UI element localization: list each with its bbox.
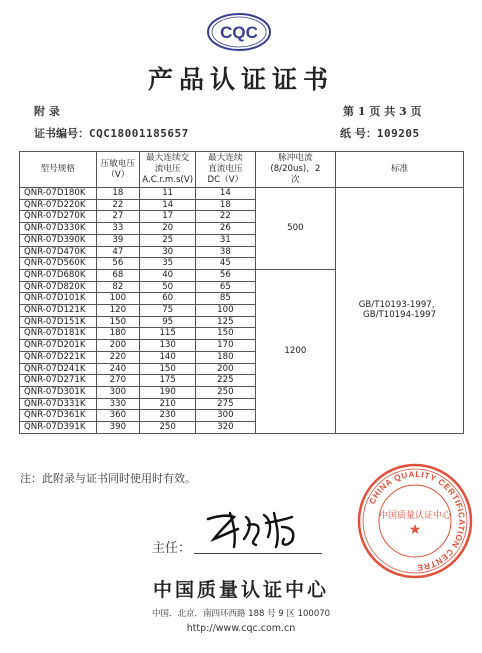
cell-dc-voltage: 56 bbox=[196, 269, 256, 281]
cell-model: QNR-07D390K bbox=[20, 234, 97, 246]
signature-label: 主任： bbox=[152, 541, 192, 556]
cell-varistor-voltage: 120 bbox=[96, 305, 140, 317]
certificate-title: 产品认证证书 bbox=[147, 65, 334, 94]
cell-ac-voltage: 190 bbox=[140, 386, 196, 398]
signature-line bbox=[194, 553, 322, 554]
cell-varistor-voltage: 360 bbox=[96, 410, 140, 422]
cell-varistor-voltage: 180 bbox=[96, 328, 140, 340]
cell-dc-voltage: 170 bbox=[196, 340, 256, 352]
cell-ac-voltage: 230 bbox=[140, 410, 196, 422]
cell-standard bbox=[336, 188, 464, 434]
cell-ac-voltage: 11 bbox=[140, 188, 196, 200]
cell-model: QNR-07D820K bbox=[20, 281, 97, 293]
cell-ac-voltage: 40 bbox=[140, 269, 196, 281]
cell-ac-voltage: 175 bbox=[140, 375, 196, 387]
logo-text: CQC bbox=[220, 23, 258, 42]
cell-ac-voltage: 17 bbox=[140, 211, 196, 223]
annex-table bbox=[19, 151, 464, 434]
cell-ac-voltage: 150 bbox=[140, 363, 196, 375]
cell-dc-voltage: 300 bbox=[196, 410, 256, 422]
cell-model: QNR-07D181K bbox=[20, 328, 97, 340]
cell-pulse-current: 500 bbox=[255, 188, 336, 270]
cell-model: QNR-07D241K bbox=[20, 363, 97, 375]
cell-varistor-voltage: 270 bbox=[96, 375, 140, 387]
cell-dc-voltage: 225 bbox=[196, 375, 256, 387]
cell-model: QNR-07D270K bbox=[20, 211, 97, 223]
cell-ac-voltage: 210 bbox=[140, 398, 196, 410]
paper-number-value: 109205 bbox=[376, 127, 420, 140]
cell-dc-voltage: 275 bbox=[196, 398, 256, 410]
cell-dc-voltage: 125 bbox=[196, 316, 256, 328]
cell-dc-voltage: 14 bbox=[196, 188, 256, 200]
cell-model: QNR-07D361K bbox=[20, 410, 97, 422]
cell-dc-voltage: 180 bbox=[196, 351, 256, 363]
cell-varistor-voltage: 39 bbox=[96, 234, 140, 246]
cell-model: QNR-07D301K bbox=[20, 386, 97, 398]
cell-ac-voltage: 75 bbox=[140, 305, 196, 317]
cert-number-value: CQC18001185657 bbox=[89, 127, 189, 140]
cell-ac-voltage: 50 bbox=[140, 281, 196, 293]
cell-varistor-voltage: 68 bbox=[96, 269, 140, 281]
paper-number-label: 纸 号： bbox=[340, 127, 377, 140]
organization-name: 中国质量认证中心 bbox=[152, 579, 329, 601]
cell-varistor-voltage: 47 bbox=[96, 246, 140, 258]
standard-line: GB/T10193-1997， bbox=[358, 299, 441, 310]
cell-model: QNR-07D201K bbox=[20, 340, 97, 352]
cell-ac-voltage: 35 bbox=[140, 258, 196, 270]
cell-model: QNR-07D680K bbox=[20, 269, 97, 281]
cell-dc-voltage: 22 bbox=[196, 211, 256, 223]
seal-inner-text: 中国质量认证中心 bbox=[378, 511, 452, 521]
page-info: 第 1 页 共 3 页 bbox=[343, 105, 422, 118]
cell-varistor-voltage: 100 bbox=[96, 293, 140, 305]
cell-dc-voltage: 100 bbox=[196, 305, 256, 317]
organization-address: 中国．北京．南四环西路 188 号 9 区 100070 bbox=[151, 609, 331, 619]
cell-varistor-voltage: 330 bbox=[96, 398, 140, 410]
cell-model: QNR-07D180K bbox=[20, 188, 97, 200]
cell-dc-voltage: 18 bbox=[196, 199, 256, 211]
seal-ring-text: CHINA QUALITY CERTIFICATION CENTRE bbox=[366, 468, 468, 574]
cell-varistor-voltage: 33 bbox=[96, 223, 140, 235]
table-header-row bbox=[20, 152, 464, 188]
cell-varistor-voltage: 82 bbox=[96, 281, 140, 293]
cell-dc-voltage: 65 bbox=[196, 281, 256, 293]
cell-dc-voltage: 320 bbox=[196, 422, 256, 434]
cell-varistor-voltage: 200 bbox=[96, 340, 140, 352]
cell-dc-voltage: 45 bbox=[196, 258, 256, 270]
cell-dc-voltage: 26 bbox=[196, 223, 256, 235]
col-pulse-current: 脉冲电流 (8/20us)，2 次 bbox=[255, 152, 336, 188]
cell-dc-voltage: 38 bbox=[196, 246, 256, 258]
cell-ac-voltage: 250 bbox=[140, 422, 196, 434]
col-standard: 标准 bbox=[336, 152, 464, 188]
cell-model: QNR-07D221K bbox=[20, 351, 97, 363]
cell-model: QNR-07D101K bbox=[20, 293, 97, 305]
paper-number bbox=[340, 125, 420, 141]
cell-ac-voltage: 115 bbox=[140, 328, 196, 340]
cell-ac-voltage: 60 bbox=[140, 293, 196, 305]
cell-pulse-current: 1200 bbox=[255, 269, 336, 433]
standard-line: GB/T10194-1997 bbox=[363, 310, 437, 321]
cell-varistor-voltage: 390 bbox=[96, 422, 140, 434]
table-row bbox=[20, 188, 464, 200]
cell-model: QNR-07D330K bbox=[20, 223, 97, 235]
cell-varistor-voltage: 56 bbox=[96, 258, 140, 270]
cell-dc-voltage: 200 bbox=[196, 363, 256, 375]
cell-ac-voltage: 130 bbox=[140, 340, 196, 352]
official-seal bbox=[356, 462, 474, 580]
cell-ac-voltage: 20 bbox=[140, 223, 196, 235]
cell-ac-voltage: 140 bbox=[140, 351, 196, 363]
svg-text:★: ★ bbox=[408, 522, 422, 538]
cell-dc-voltage: 150 bbox=[196, 328, 256, 340]
cell-ac-voltage: 95 bbox=[140, 316, 196, 328]
cell-model: QNR-07D271K bbox=[20, 375, 97, 387]
cell-varistor-voltage: 300 bbox=[96, 386, 140, 398]
annex-note: 注：此附录与证书同时使用时有效。 bbox=[20, 472, 196, 485]
cell-varistor-voltage: 220 bbox=[96, 351, 140, 363]
col-model: 型号规格 bbox=[20, 152, 97, 188]
cqc-logo bbox=[206, 12, 272, 52]
cell-varistor-voltage: 27 bbox=[96, 211, 140, 223]
annex-label: 附 录 bbox=[34, 105, 60, 118]
col-ac-voltage: 最大连续交 流电压 A.C.r.m.s(V) bbox=[140, 152, 196, 188]
cert-number bbox=[34, 125, 189, 141]
cell-ac-voltage: 30 bbox=[140, 246, 196, 258]
director-signature bbox=[200, 505, 312, 551]
cell-model: QNR-07D560K bbox=[20, 258, 97, 270]
cell-ac-voltage: 25 bbox=[140, 234, 196, 246]
cell-varistor-voltage: 150 bbox=[96, 316, 140, 328]
cell-varistor-voltage: 240 bbox=[96, 363, 140, 375]
col-dc-voltage: 最大连续 直流电压 DC（V） bbox=[196, 152, 256, 188]
cell-dc-voltage: 85 bbox=[196, 293, 256, 305]
cell-model: QNR-07D151K bbox=[20, 316, 97, 328]
cell-dc-voltage: 250 bbox=[196, 386, 256, 398]
col-varistor-voltage: 压敏电压 （V） bbox=[96, 152, 140, 188]
cell-varistor-voltage: 18 bbox=[96, 188, 140, 200]
cert-number-label: 证书编号： bbox=[34, 127, 89, 140]
cell-model: QNR-07D220K bbox=[20, 199, 97, 211]
organization-url[interactable]: http://www.cqc.com.cn bbox=[186, 623, 296, 634]
cell-model: QNR-07D470K bbox=[20, 246, 97, 258]
cell-ac-voltage: 14 bbox=[140, 199, 196, 211]
cell-dc-voltage: 31 bbox=[196, 234, 256, 246]
cell-varistor-voltage: 22 bbox=[96, 199, 140, 211]
cell-model: QNR-07D331K bbox=[20, 398, 97, 410]
cell-model: QNR-07D391K bbox=[20, 422, 97, 434]
cell-model: QNR-07D121K bbox=[20, 305, 97, 317]
